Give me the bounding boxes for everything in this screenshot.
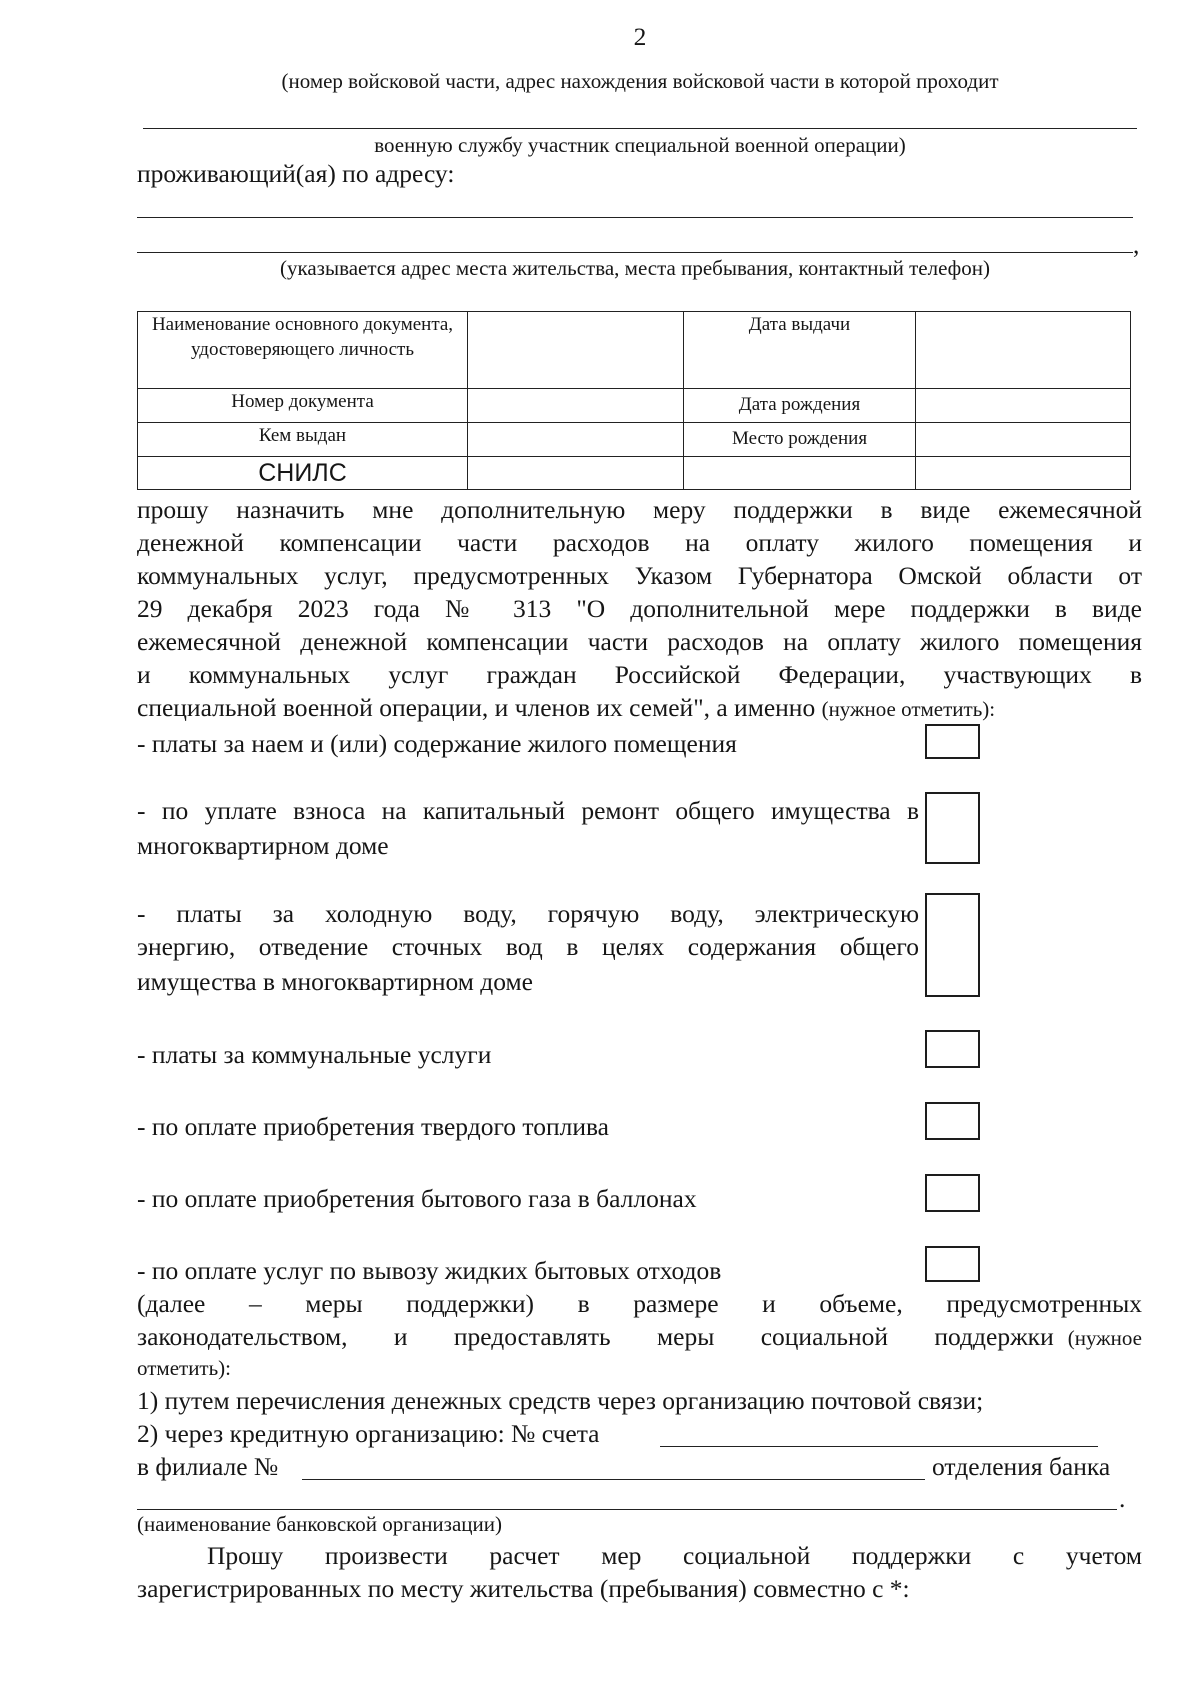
request-line-7 [137,693,995,723]
option-utilities-common-label-2: энергию, отведение сточных вод в целях содержания общего [137,932,919,961]
id-document-table [137,311,1131,490]
address-line-1[interactable] [137,217,1133,218]
measures-note-2: отметить): [137,1356,232,1380]
request-line-6: и коммунальных услуг граждан Российской Федерации, участвующих в [137,660,1142,689]
measures-line-2 [137,1322,1142,1352]
snils-label: СНИЛС [138,457,468,490]
calc-request-line-1: Прошу произвести расчет мер социальной поддержки с учетом [207,1541,1142,1570]
address-comma: , [1133,230,1140,259]
option-solid-fuel-label: - по оплате приобретения твердого топлива [137,1112,609,1141]
calc-request-line-2: зарегистрированных по месту жительства (пребывания) совместно с *: [137,1574,910,1603]
measures-note-1: (нужное [1067,1326,1142,1350]
request-line-4: 29 декабря 2023 года № 313 "О дополнительной мере поддержки в виде [137,594,1142,623]
request-last-text: специальной военной операции, и членов их семей", а именно [137,693,816,722]
option-rent-checkbox[interactable] [925,724,980,759]
request-line-5: ежемесячной денежной компенсации части расходов на оплату жилого помещения [137,627,1142,656]
request-line-3: коммунальных услуг, предусмотренных Указом Губернатора Омской области от [137,561,1142,590]
address-line-2[interactable] [137,252,1133,253]
snils-value[interactable] [468,457,684,490]
unit-number-line[interactable] [143,128,1137,129]
snils-extra-cell-1[interactable] [684,457,916,490]
bank-name-line[interactable] [137,1509,1117,1510]
table-row [138,389,1131,423]
option-gas-checkbox[interactable] [925,1174,980,1212]
option-utilities-common-checkbox[interactable] [925,893,980,997]
measures-line-2-text: законодательством, и предоставлять меры социальной поддержки [137,1322,1054,1351]
request-line-2: денежной компенсации части расходов на оплату жилого помещения и [137,528,1142,557]
unit-caption-top: (номер войсковой части, адрес нахождения войсковой части в которой проходит [281,69,999,93]
option-capital-repair-label-2: многоквартирном доме [137,831,389,860]
option-communal-checkbox[interactable] [925,1030,980,1068]
birth-date-label: Дата рождения [684,389,916,423]
option-utilities-common-label-1: - платы за холодную воду, горячую воду, электрическую [137,899,919,928]
address-caption: (указывается адрес места жительства, места пребывания, контактный телефон) [279,256,991,280]
payment-option-bank[interactable]: 2) через кредитную организацию: № счета [137,1419,600,1448]
unit-caption-bottom: военную службу участник специальной военной операции) [374,133,906,157]
table-row [138,423,1131,457]
option-capital-repair-checkbox[interactable] [925,792,980,864]
issued-by-value[interactable] [468,423,684,457]
option-communal-label: - платы за коммунальные услуги [137,1040,492,1069]
document-number-label: Номер документа [138,389,468,423]
table-row [138,312,1131,389]
option-capital-repair-label-1: - по уплате взноса на капитальный ремонт общего имущества в [137,796,919,825]
bank-department-label: отделения банка [932,1452,1111,1481]
measures-line-1: (далее – меры поддержки) в размере и объеме, предусмотренных [137,1289,1142,1318]
request-line-1: прошу назначить мне дополнительную меру поддержки в виде ежемесячной [137,495,1142,524]
table-row [138,457,1131,490]
page-number: 2 [633,22,647,51]
id-document-name-label: Наименование основного документа, удостоверяющего личность [138,312,468,389]
option-liquid-waste-checkbox[interactable] [925,1246,980,1282]
issued-by-label: Кем выдан [138,423,468,457]
id-document-name-value[interactable] [468,312,684,389]
request-note: (нужное отметить): [821,697,996,721]
payment-option-post[interactable]: 1) путем перечисления денежных средств через организацию почтовой связи; [137,1386,984,1415]
bank-caption: (наименование банковской организации) [137,1512,502,1536]
birth-date-value[interactable] [916,389,1131,423]
document-number-value[interactable] [468,389,684,423]
option-utilities-common-label-3: имущества в многоквартирном доме [137,967,533,996]
bank-period: . [1119,1484,1126,1513]
birth-place-label: Место рождения [684,423,916,457]
option-liquid-waste-label: - по оплате услуг по вывозу жидких бытовых отходов [137,1256,722,1285]
account-number-line[interactable] [660,1446,1098,1447]
option-solid-fuel-checkbox[interactable] [925,1102,980,1140]
branch-label: в филиале № [137,1452,279,1481]
birth-place-value[interactable] [916,423,1131,457]
residing-label: проживающий(ая) по адресу: [137,159,455,188]
option-rent-label: - платы за наем и (или) содержание жилого помещения [137,729,737,758]
option-gas-label: - по оплате приобретения бытового газа в баллонах [137,1184,697,1213]
snils-extra-cell-2[interactable] [916,457,1131,490]
issue-date-label: Дата выдачи [684,312,916,389]
issue-date-value[interactable] [916,312,1131,389]
branch-number-line[interactable] [302,1479,925,1480]
